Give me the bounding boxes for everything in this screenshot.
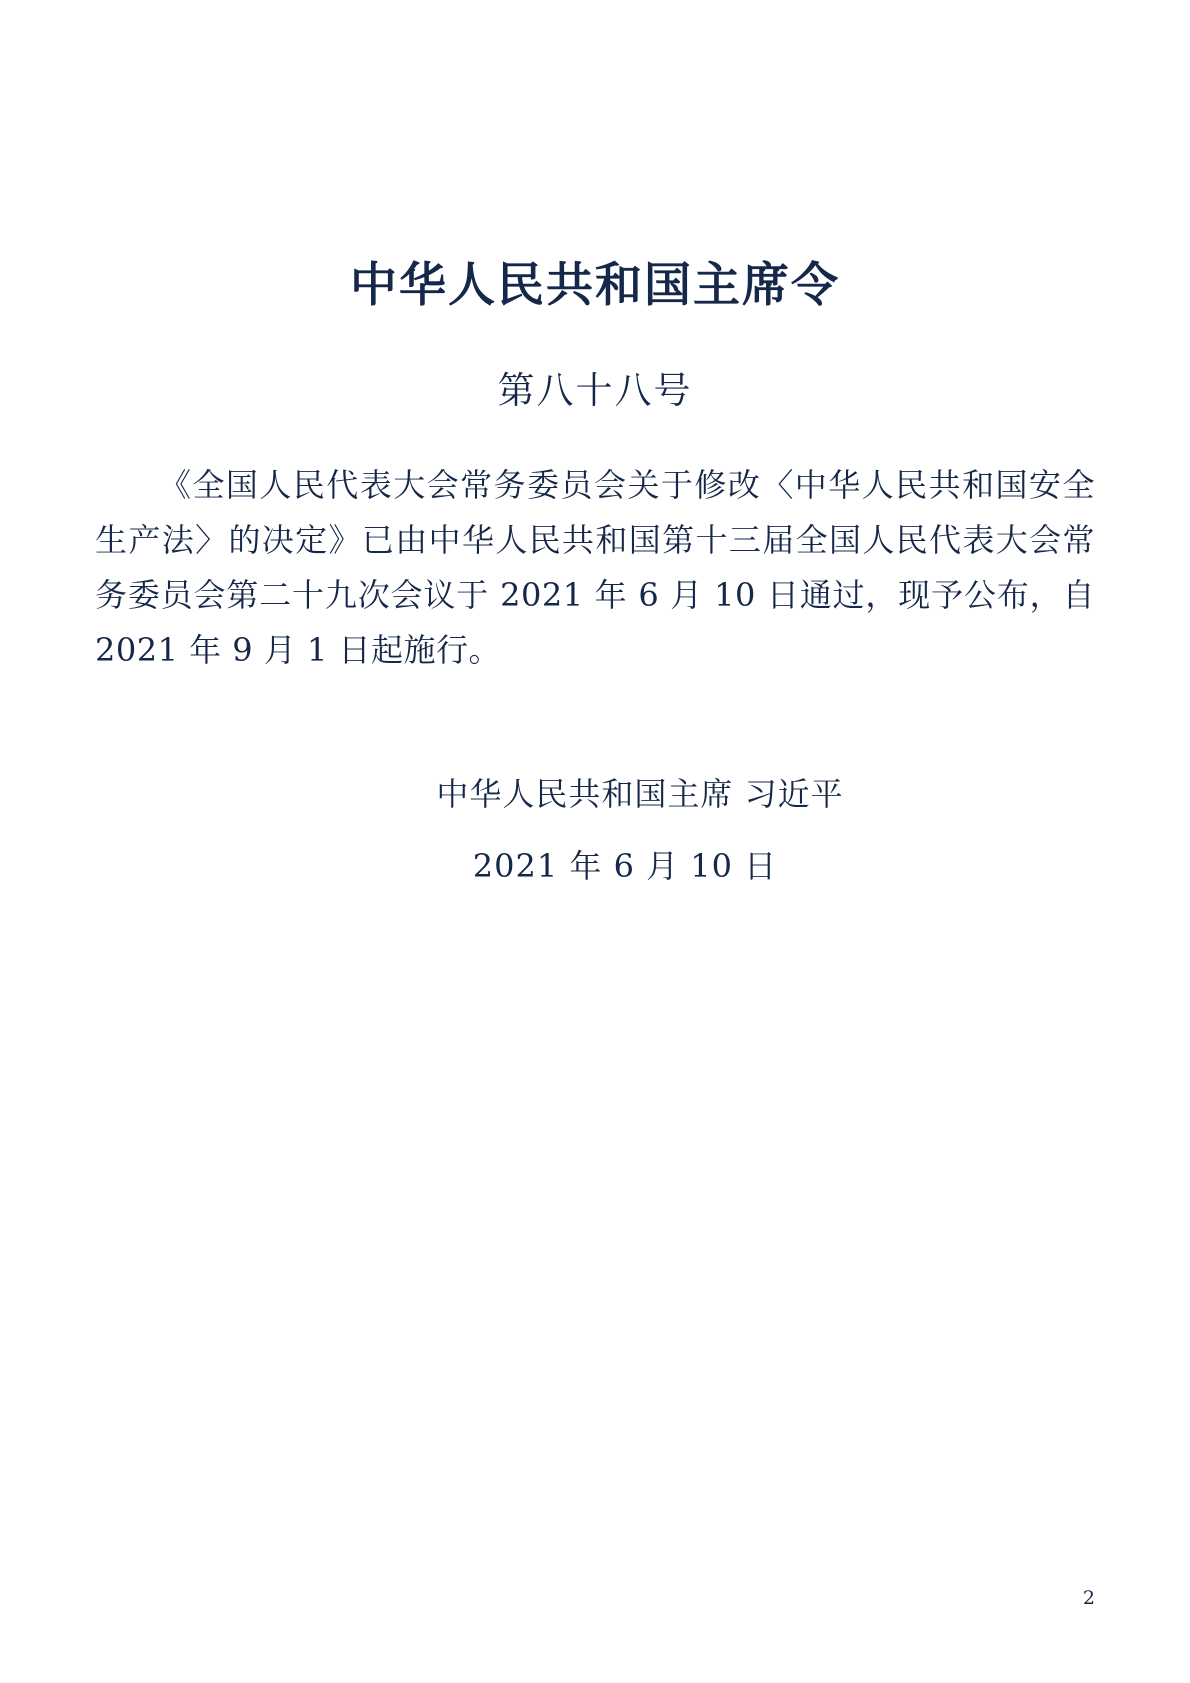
order-number: 第八十八号 — [497, 369, 693, 413]
page-title: 中华人民共和国主席令 — [350, 258, 840, 313]
signature-block — [95, 769, 1095, 887]
signature-date: 2021 年 6 月 10 日 — [472, 846, 778, 885]
signatory-name: 中华人民共和国主席 习近平 — [436, 774, 844, 813]
document-content — [95, 0, 1095, 887]
page-number: 2 — [1082, 1587, 1095, 1609]
body-paragraph: 《全国人民代表大会常务委员会关于修改〈中华人民共和国安全生产法〉的决定》已由中华人民共和国第十三届全国人民代表大会常务委员会第二十九次会议于 2021 年 6 月 10 日通过，现予公布，自 2021 年 9 月 1 日起施行。 — [95, 466, 1095, 670]
